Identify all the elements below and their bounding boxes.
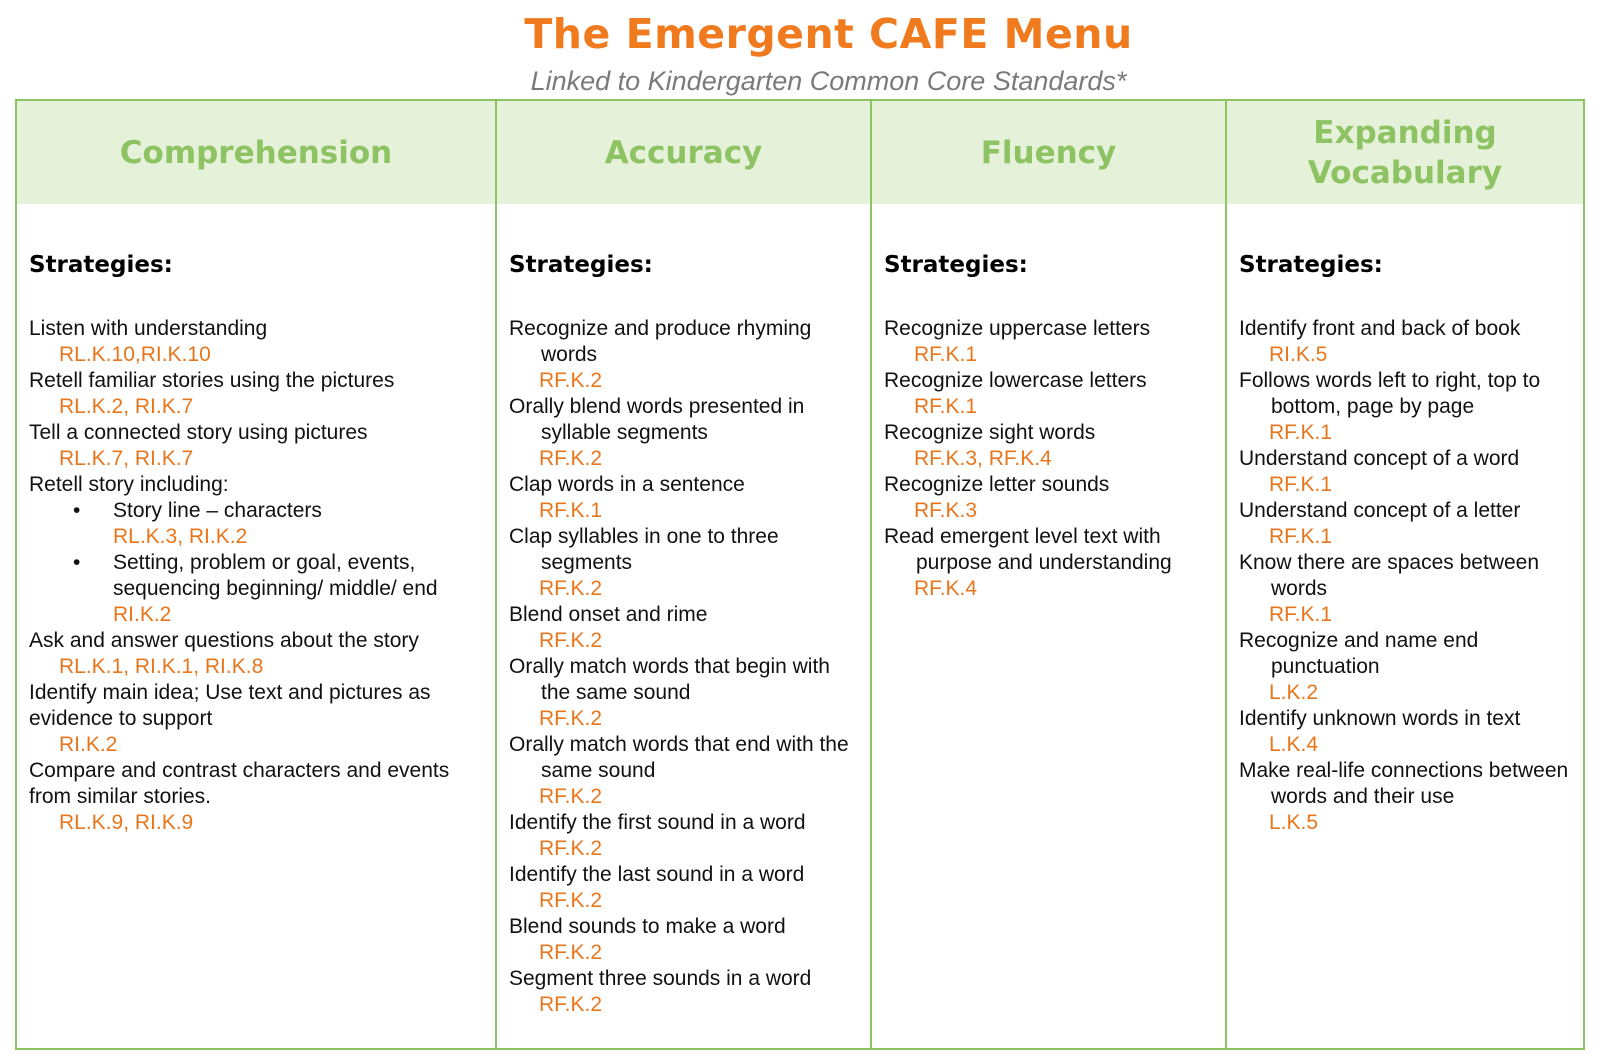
strategy-text: Identify front and back of book bbox=[1239, 317, 1521, 340]
column-heading: Expanding Vocabulary bbox=[1227, 101, 1583, 204]
strategy-text: Read emergent level text with purpose and understanding bbox=[884, 525, 1172, 574]
strategy-text: Retell story including: bbox=[29, 473, 229, 496]
standard-code: RF.K.2 bbox=[539, 707, 603, 730]
strategy-text: Understand concept of a letter bbox=[1239, 499, 1521, 522]
strategy-text: Identify the first sound in a word bbox=[509, 811, 806, 834]
standard-code: RF.K.2 bbox=[539, 837, 603, 860]
strategy-text: Blend onset and rime bbox=[509, 603, 708, 626]
bullet-icon: • bbox=[73, 551, 81, 574]
strategy-text: Identify main idea; Use text and pictures as evidence to support bbox=[29, 681, 431, 730]
standard-code: RL.K.9, RI.K.9 bbox=[59, 811, 194, 834]
strategies-label: Strategies: bbox=[29, 252, 173, 278]
standard-code: RF.K.1 bbox=[914, 395, 978, 418]
bullet-item bbox=[29, 550, 485, 602]
strategy-text: Retell familiar stories using the pictures bbox=[29, 369, 395, 392]
standard-code: RF.K.3, RF.K.4 bbox=[914, 447, 1052, 470]
standard-code: RF.K.1 bbox=[539, 499, 603, 522]
standard-code: RF.K.1 bbox=[1269, 473, 1333, 496]
standard-code: RL.K.1, RI.K.1, RI.K.8 bbox=[59, 655, 264, 678]
strategy-text: Know there are spaces between words bbox=[1239, 551, 1540, 600]
standard-code: RL.K.10,RI.K.10 bbox=[59, 343, 211, 366]
strategy-text: Orally match words that begin with the same sound bbox=[509, 655, 830, 704]
strategy-text: Clap syllables in one to three segments bbox=[509, 525, 779, 574]
column-heading: Comprehension bbox=[17, 101, 495, 204]
standard-code: RF.K.2 bbox=[539, 577, 603, 600]
standard-code: RF.K.1 bbox=[914, 343, 978, 366]
strategy-text: Recognize letter sounds bbox=[884, 473, 1110, 496]
standard-code: RF.K.2 bbox=[539, 993, 603, 1016]
strategy-text: Segment three sounds in a word bbox=[509, 967, 812, 990]
strategy-text: Recognize and produce rhyming words bbox=[509, 317, 812, 366]
standard-code: RF.K.2 bbox=[539, 941, 603, 964]
column-fluency bbox=[872, 101, 1227, 1048]
strategies-label: Strategies: bbox=[509, 252, 653, 278]
strategy-text: Orally blend words presented in syllable segments bbox=[509, 395, 805, 444]
standard-code: RF.K.3 bbox=[914, 499, 978, 522]
standard-code: RF.K.2 bbox=[539, 629, 603, 652]
strategy-text: Identify unknown words in text bbox=[1239, 707, 1521, 730]
standard-code: RI.K.2 bbox=[59, 733, 118, 756]
column-comprehension bbox=[17, 101, 497, 1048]
standard-code: L.K.5 bbox=[1269, 811, 1319, 834]
standard-code: RF.K.1 bbox=[1269, 421, 1333, 444]
standard-code: RI.K.5 bbox=[1269, 343, 1328, 366]
strategy-text: Recognize lowercase letters bbox=[884, 369, 1147, 392]
column-expanding-vocabulary bbox=[1227, 101, 1583, 1048]
standard-code: L.K.2 bbox=[1269, 681, 1319, 704]
standard-code: RF.K.1 bbox=[1269, 603, 1333, 626]
standard-code: RF.K.2 bbox=[539, 369, 603, 392]
page-subtitle: Linked to Kindergarten Common Core Standards* bbox=[530, 66, 1127, 96]
strategy-text: Recognize uppercase letters bbox=[884, 317, 1151, 340]
standard-code: RL.K.7, RI.K.7 bbox=[59, 447, 194, 470]
column-heading: Accuracy bbox=[497, 101, 870, 204]
strategy-text: Recognize and name end punctuation bbox=[1239, 629, 1479, 678]
strategy-text: Compare and contrast characters and events from similar stories. bbox=[29, 759, 450, 808]
column-body bbox=[872, 204, 1225, 602]
standard-code: RL.K.3, RI.K.2 bbox=[113, 525, 248, 548]
bullet-text: Story line – characters bbox=[113, 499, 322, 522]
column-body bbox=[497, 204, 870, 1018]
strategy-text: Recognize sight words bbox=[884, 421, 1096, 444]
strategy-text: Tell a connected story using pictures bbox=[29, 421, 368, 444]
standard-code: RF.K.2 bbox=[539, 889, 603, 912]
standard-code: RL.K.2, RI.K.7 bbox=[59, 395, 194, 418]
standard-code: L.K.4 bbox=[1269, 733, 1319, 756]
strategy-text: Understand concept of a word bbox=[1239, 447, 1520, 470]
bullet-item bbox=[29, 498, 485, 524]
strategy-text: Ask and answer questions about the story bbox=[29, 629, 419, 652]
column-accuracy bbox=[497, 101, 872, 1048]
strategy-text: Orally match words that end with the same sound bbox=[509, 733, 849, 782]
standard-code: RF.K.2 bbox=[539, 447, 603, 470]
strategy-text: Blend sounds to make a word bbox=[509, 915, 786, 938]
standard-code: RF.K.1 bbox=[1269, 525, 1333, 548]
page-title: The Emergent CAFE Menu bbox=[524, 10, 1133, 58]
strategy-text: Clap words in a sentence bbox=[509, 473, 745, 496]
strategy-text: Listen with understanding bbox=[29, 317, 268, 340]
standard-code: RF.K.4 bbox=[914, 577, 978, 600]
column-body bbox=[1227, 204, 1583, 836]
standard-code: RF.K.2 bbox=[539, 785, 603, 808]
strategy-text: Identify the last sound in a word bbox=[509, 863, 805, 886]
strategies-label: Strategies: bbox=[1239, 252, 1383, 278]
column-body bbox=[17, 204, 495, 836]
strategy-text: Make real-life connections between words and their use bbox=[1239, 759, 1569, 808]
standard-code: RI.K.2 bbox=[113, 603, 172, 626]
strategy-text: Follows words left to right, top to bottom, page by page bbox=[1239, 369, 1541, 418]
column-heading: Fluency bbox=[872, 101, 1225, 204]
bullet-text: Setting, problem or goal, events, sequencing beginning/ middle/ end bbox=[113, 551, 438, 600]
strategies-label: Strategies: bbox=[884, 252, 1028, 278]
bullet-icon: • bbox=[73, 499, 81, 522]
cafe-menu-table bbox=[15, 99, 1585, 1050]
